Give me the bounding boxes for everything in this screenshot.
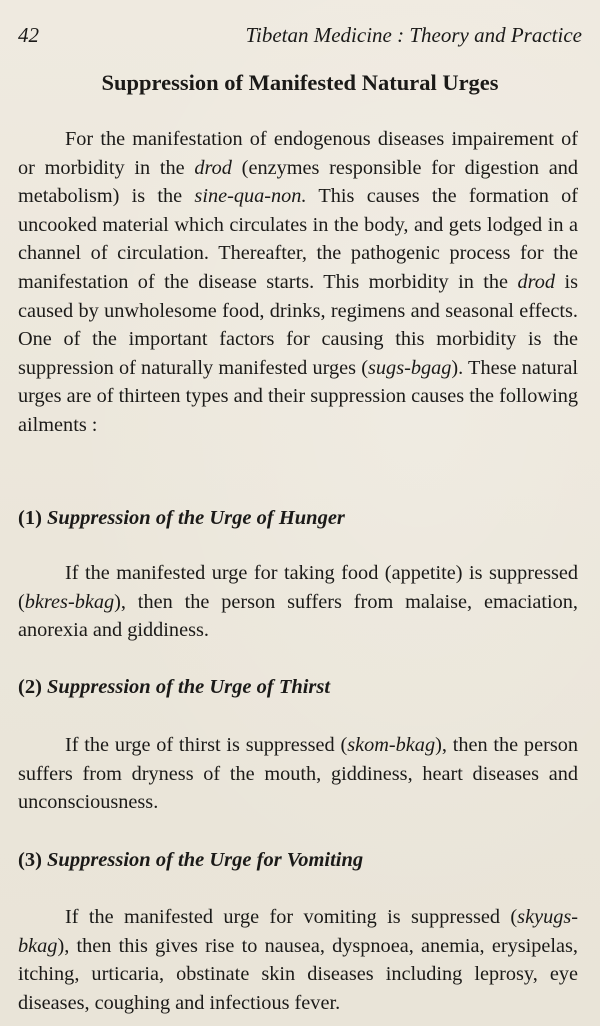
urge-title: Suppression of the Urge of Hunger <box>47 507 345 529</box>
urge-paragraph-hunger <box>18 559 578 645</box>
urge-heading-hunger <box>18 504 578 532</box>
page-number: 42 <box>18 23 39 47</box>
italic-term: drod <box>517 270 556 293</box>
urge-number: (2) <box>18 676 42 698</box>
text-run: is caused by unwholesome food, drinks, regimens and seasonal effects. One of the important factors for causing this morbidity is the suppression of naturally manifested urges ( <box>18 270 578 379</box>
text-run: For the manifestation of endogenous diseases impairement of or morbidity in the <box>18 128 578 179</box>
text-run: (enzymes responsible for digestion and metabolism) is the <box>18 156 578 208</box>
italic-term: skyugs-bkag <box>18 906 578 957</box>
urge-title: Suppression of the Urge for Vomiting <box>47 849 364 871</box>
text-run: ), then this gives rise to nausea, dyspnoea, anemia, erysipelas, itching, urticaria, obstinate skin diseases including leprosy, eye diseases, coughing and infectious fever. <box>18 934 578 1014</box>
urge-paragraph-thirst <box>18 731 578 817</box>
text-run: ), then the person suffers from malaise, emaciation, anorexia and giddiness. <box>18 590 578 642</box>
running-header <box>18 20 582 50</box>
text-run: If the manifested urge for vomiting is suppressed ( <box>65 906 518 928</box>
urge-title: Suppression of the Urge of Thirst <box>47 676 331 698</box>
urge-number: (1) <box>18 507 42 529</box>
text-run: ), then the person suffers from dryness of the mouth, giddiness, heart diseases and unconsciousness. <box>18 734 578 814</box>
urge-heading-vomiting <box>18 846 578 874</box>
italic-term: sugs-bgag <box>368 356 452 379</box>
book-title: Tibetan Medicine : Theory and Practice <box>245 23 582 47</box>
italic-term: drod <box>194 156 232 179</box>
text-run: This causes the formation of uncooked material which circulates in the body, and gets lodged in a channel of circulation. Thereafter, the pathogenic process for the manifestation of the disease starts. This morbidity in the <box>18 185 578 293</box>
intro-paragraph <box>18 125 578 440</box>
urge-paragraph-vomiting <box>18 903 578 1017</box>
urge-number: (3) <box>18 849 42 871</box>
text-run: ). These natural urges are of thirteen types and their suppression causes the following ailments : <box>18 356 578 436</box>
italic-term: bkres-bkag <box>24 590 115 613</box>
text-run: If the urge of thirst is suppressed ( <box>65 734 348 756</box>
section-title: Suppression of Manifested Natural Urges <box>101 70 499 95</box>
italic-term: sine-qua-non. <box>194 185 307 208</box>
text-run: If the manifested urge for taking food (appetite) is suppressed ( <box>18 562 578 613</box>
urge-heading-thirst <box>18 673 578 701</box>
italic-term: skom-bkag <box>347 734 436 756</box>
